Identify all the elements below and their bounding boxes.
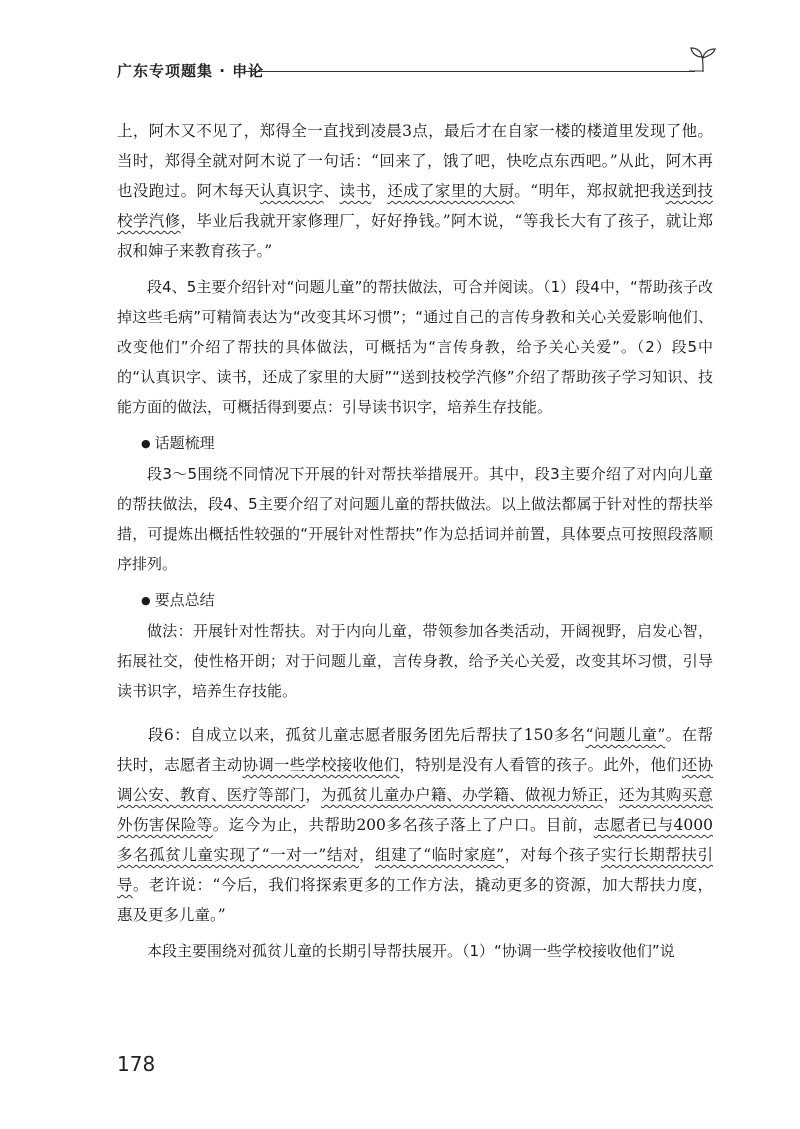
header-rule <box>245 71 695 72</box>
story-text: ，毕业后我就开家修理厂，好好挣钱。”阿木说，“等我长大有了孩子，就让郑叔和婶子来教育孩子。” <box>117 212 713 260</box>
underlined-phrase: 组建了“临时家庭” <box>375 846 505 864</box>
para6-text: ，对每个孩子 <box>504 846 602 864</box>
summary-paragraph: 做法：开展针对性帮扶。对于内向儿童，带领参加各类活动，开阔视野，启发心智，拓展社交，使性格开朗；对于问题儿童，言传身教，给予关心关爱，改变其坏习惯，引导读书识字，培养生存技能。 <box>117 622 713 700</box>
story-paragraph <box>117 116 713 266</box>
underlined-phrase: 还为其购买意外伤害保险等 <box>117 786 713 834</box>
paragraph-6 <box>117 720 713 930</box>
page-number: 178 <box>117 1052 156 1076</box>
para6-text: 。迄今为止，共帮助200多名孩子落上了户口。目前， <box>212 816 594 834</box>
underlined-phrase: 还成了家里的大厨 <box>387 182 515 200</box>
story-text: 、 <box>323 182 340 200</box>
underlined-phrase: 读书 <box>339 182 372 200</box>
story-text: 。“明年，郑叔就把我 <box>514 182 666 200</box>
page-content <box>117 116 713 966</box>
para6-text: ， <box>603 786 619 804</box>
para6-text: ， <box>359 846 376 864</box>
underlined-phrase: 协调一些学校接收他们 <box>242 756 400 774</box>
topic-paragraph: 段3～5围绕不同情况下开展的针对帮扶举措展开。其中，段3主要介绍了对内向儿童的帮扶做法，段4、5主要介绍了对问题儿童的帮扶做法。以上做法都属于针对性的帮扶举措，可提炼出概括性较强的“开展针对性帮扶”作为总括词并前置，具体要点可按照段落顺序排列。 <box>117 465 713 573</box>
para6-text: ，特别是没有人看管的孩子。此外，他们 <box>399 756 682 774</box>
leaf-sprout-icon <box>689 44 717 74</box>
underlined-phrase: 实行长期帮扶引导 <box>117 846 713 894</box>
page-header <box>117 58 717 86</box>
para6-text: 段6：自成立以来，孤贫儿童志愿者服务团先后帮扶了150多名 <box>148 726 586 744</box>
topic-heading-text: 话题梳理 <box>154 434 215 452</box>
story-text: 上，阿木又不见了，郑得全一直找到凌晨3点，最后才在自家一楼的楼道里发现了他。当时，郑得全就对阿木说了一句话：“回来了，饿了吧，快吃点东西吧。”从此，阿木再也没跑过。阿木每天 <box>117 122 713 200</box>
underlined-phrase: 志愿者已与4000多名孤贫儿童实现了“一对一”结对 <box>117 816 713 864</box>
story-text: ， <box>371 182 388 200</box>
para6-text: ， <box>305 786 321 804</box>
para6-text: 。在帮扶时，志愿者主动 <box>117 726 713 774</box>
underlined-phrase: 送到技校学汽修 <box>117 182 713 230</box>
bullet-dot-icon: ● <box>141 594 151 607</box>
analysis-paragraph-2: 本段主要围绕对孤贫儿童的长期引导帮扶展开。（1）“协调一些学校接收他们”说 <box>147 942 675 960</box>
analysis-paragraph: 段4、5主要介绍针对“问题儿童”的帮扶做法，可合并阅读。（1）段4中，“帮助孩子改掉这些毛病”可精简表达为“改变其坏习惯”；“通过自己的言传身教和关心关爱影响他们、改变他们”介绍了帮扶的具体做法，可概括为“言传身教，给予关心关爱”。（2）段5中的“认真识字、读书，还成了家里的大厨”“送到技校学汽修”介绍了帮助孩子学习知识、技能方面的做法，可概括得到要点：引导读书识字，培养生存技能。 <box>117 278 713 416</box>
underlined-phrase: 还协调公安、教育、医疗等部门 <box>117 756 713 804</box>
underlined-phrase: “问题儿童” <box>585 726 666 744</box>
para6-text: 。老许说：“今后，我们将探索更多的工作方法，撬动更多的资源，加大帮扶力度，惠及更多儿童。” <box>117 876 713 924</box>
underlined-phrase: 为孤贫儿童办户籍、办学籍、做视力矫正 <box>320 786 604 804</box>
summary-heading-text: 要点总结 <box>154 591 215 609</box>
header-title: 广东专项题集 · 申论 <box>117 62 265 80</box>
summary-heading <box>117 585 713 616</box>
topic-heading <box>117 428 713 459</box>
underlined-phrase: 认真识字 <box>260 182 324 200</box>
bullet-dot-icon: ● <box>141 437 151 450</box>
